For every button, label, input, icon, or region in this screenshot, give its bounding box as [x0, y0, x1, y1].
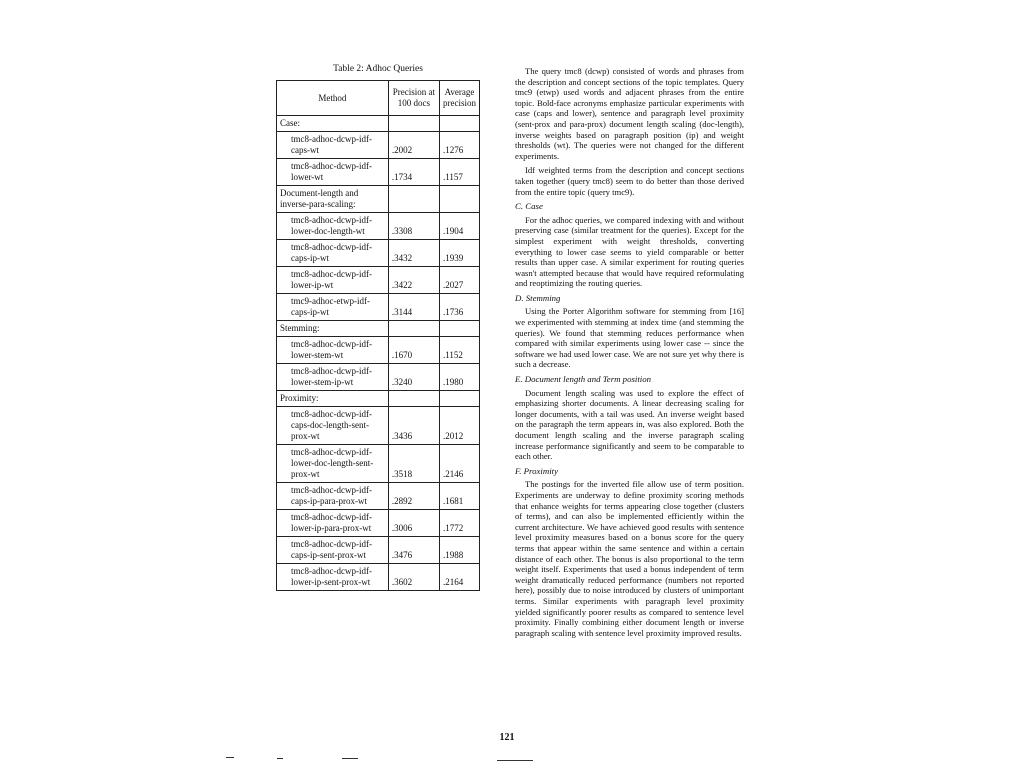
- group-row: [277, 391, 480, 407]
- table-row: [277, 213, 480, 240]
- precision-cell: .2892: [388, 483, 439, 510]
- header-precision: Precision at 100 docs: [388, 81, 439, 116]
- precision-cell: .3006: [388, 510, 439, 537]
- group-label: Case:: [277, 116, 389, 132]
- precision-cell: .3436: [388, 407, 439, 445]
- method-cell: tmc8-adhoc-dcwp-idf-lower-ip-sent-prox-wt: [277, 564, 389, 591]
- avg-precision-cell: .2146: [440, 445, 480, 483]
- group-row: [277, 116, 480, 132]
- table-row: [277, 445, 480, 483]
- method-cell: tmc8-adhoc-dcwp-idf-caps-wt: [277, 132, 389, 159]
- section-heading-case: C. Case: [515, 201, 543, 212]
- avg-precision-cell: .1772: [440, 510, 480, 537]
- page-number: 121: [499, 732, 515, 743]
- table-row: [277, 364, 480, 391]
- precision-cell: .3308: [388, 213, 439, 240]
- group-label: Proximity:: [277, 391, 389, 407]
- table-caption: Table 2: Adhoc Queries: [333, 64, 423, 74]
- method-cell: tmc8-adhoc-dcwp-idf-caps-ip-para-prox-wt: [277, 483, 389, 510]
- avg-precision-cell: .1276: [440, 132, 480, 159]
- table-row: [277, 240, 480, 267]
- precision-cell: .3422: [388, 267, 439, 294]
- table-row: [277, 132, 480, 159]
- scan-artifact: [497, 760, 533, 761]
- section-heading-stemming: D. Stemming: [515, 292, 561, 303]
- table-row: [277, 407, 480, 445]
- precision-cell: .2002: [388, 132, 439, 159]
- method-cell: tmc8-adhoc-dcwp-idf-lower-doc-length-sent-prox-wt: [277, 445, 389, 483]
- table-row: [277, 483, 480, 510]
- avg-precision-cell: .2164: [440, 564, 480, 591]
- precision-cell: .3432: [388, 240, 439, 267]
- table-row: [277, 159, 480, 186]
- method-cell: tmc8-adhoc-dcwp-idf-caps-ip-wt: [277, 240, 389, 267]
- table-header-row: [277, 81, 480, 116]
- table-row: [277, 267, 480, 294]
- scan-artifact: [277, 758, 283, 759]
- header-method: Method: [277, 81, 389, 116]
- avg-precision-cell: .1904: [440, 213, 480, 240]
- method-cell: tmc8-adhoc-dcwp-idf-caps-doc-length-sent-prox-wt: [277, 407, 389, 445]
- right-column-text: [515, 66, 744, 642]
- method-cell: tmc8-adhoc-dcwp-idf-lower-ip-para-prox-wt: [277, 510, 389, 537]
- table-row: [277, 337, 480, 364]
- header-average-precision: Average precision: [440, 81, 480, 116]
- avg-precision-cell: .1988: [440, 537, 480, 564]
- avg-precision-cell: .1939: [440, 240, 480, 267]
- avg-precision-cell: .2027: [440, 267, 480, 294]
- table-row: [277, 564, 480, 591]
- precision-cell: .3518: [388, 445, 439, 483]
- paragraph-case: For the adhoc queries, we compared indexing with and without preserving case (similar treatment for the queries). Except for the simplest experiment with weight thresholds, converting everything to lower case seems to yield comparable or better results than upper case. A similar experiment for routing queries wasn't attempted because that would have required reformulating and reoptimizing the routing queries.: [515, 214, 744, 289]
- avg-precision-cell: .2012: [440, 407, 480, 445]
- avg-precision-cell: .1152: [440, 337, 480, 364]
- method-cell: tmc8-adhoc-dcwp-idf-caps-ip-sent-prox-wt: [277, 537, 389, 564]
- precision-cell: .3602: [388, 564, 439, 591]
- precision-cell: .3144: [388, 294, 439, 321]
- method-cell: tmc9-adhoc-etwp-idf-caps-ip-wt: [277, 294, 389, 321]
- method-cell: tmc8-adhoc-dcwp-idf-lower-stem-ip-wt: [277, 364, 389, 391]
- paragraph-document-length: Document length scaling was used to explore the effect of emphasizing shorter documents. A linear decreasing scaling for longer documents, with a tail was used. An inverse weight based on the paragraph the term appears in, was also explored. Both the document length scaling and the inverse paragraph scaling increase performance significantly and seem to be comparable to each other.: [515, 387, 744, 462]
- avg-precision-cell: .1681: [440, 483, 480, 510]
- precision-cell: .1670: [388, 337, 439, 364]
- method-cell: tmc8-adhoc-dcwp-idf-lower-stem-wt: [277, 337, 389, 364]
- group-row: [277, 186, 480, 213]
- paragraph-idf-terms: Idf weighted terms from the description and concept sections taken together (query tmc8) seem to do better than those derived from the entire topic (query tmc9).: [515, 165, 744, 197]
- group-label: Document-length and inverse-para-scaling:: [277, 186, 389, 213]
- paragraph-stemming: Using the Porter Algorithm software for stemming from [16] we experimented with stemming at index time (and stemming the queries). We found that stemming reduces performance when compared with similar experiments using lower case -- since the software we had used lower case. We are not sure yet why there is such a decrease.: [515, 306, 744, 370]
- scan-artifact: [226, 757, 234, 758]
- table-row: [277, 537, 480, 564]
- group-row: [277, 321, 480, 337]
- section-heading-document-length: E. Document length and Term position: [515, 374, 652, 385]
- adhoc-queries-table: [276, 80, 480, 591]
- method-cell: tmc8-adhoc-dcwp-idf-lower-ip-wt: [277, 267, 389, 294]
- scan-artifact: [342, 758, 358, 759]
- method-cell: tmc8-adhoc-dcwp-idf-lower-doc-length-wt: [277, 213, 389, 240]
- precision-cell: .1734: [388, 159, 439, 186]
- precision-cell: .3240: [388, 364, 439, 391]
- paragraph-query-description: The query tmc8 (dcwp) consisted of words and phrases from the description and concept sections of the topic templates. Query tmc9 (etwp) used words and adjacent phrases from the entire topic. Bold-face acronyms emphasize particular experiments with case (caps and lower), sentence and paragraph level proximity (sent-prox and para-prox) document length scaling (doc-length), inverse weights based on paragraph position (ip) and weight thresholds (wt). The queries were not changed for the different experiments.: [515, 66, 744, 161]
- method-cell: tmc8-adhoc-dcwp-idf-lower-wt: [277, 159, 389, 186]
- table-row: [277, 294, 480, 321]
- avg-precision-cell: .1736: [440, 294, 480, 321]
- group-label: Stemming:: [277, 321, 389, 337]
- avg-precision-cell: .1157: [440, 159, 480, 186]
- paragraph-proximity: The postings for the inverted file allow use of term position. Experiments are underway to define proximity scoring methods that enhance weights for terms appearing close together (clusters of terms), and can also be implemented efficiently within the current architecture. We have achieved good results with sentence level proximity measures based on a bonus score for the query terms that appear within the same sentence and within a certain distance of each other. The bonus is also proportional to the term weight itself. Experiments that used a bonus independent of term weight dramatically reduced performance (numbers not reported here), possibly due to noise introduced by clusters of unimportant terms. Similar experiments with paragraph level proximity yielded significantly poorer results as compared to sentence level proximity. Finally combining either document length or inverse paragraph scaling with sentence level proximity improved results.: [515, 479, 744, 638]
- avg-precision-cell: .1980: [440, 364, 480, 391]
- section-heading-proximity: F. Proximity: [515, 465, 559, 476]
- table-row: [277, 510, 480, 537]
- precision-cell: .3476: [388, 537, 439, 564]
